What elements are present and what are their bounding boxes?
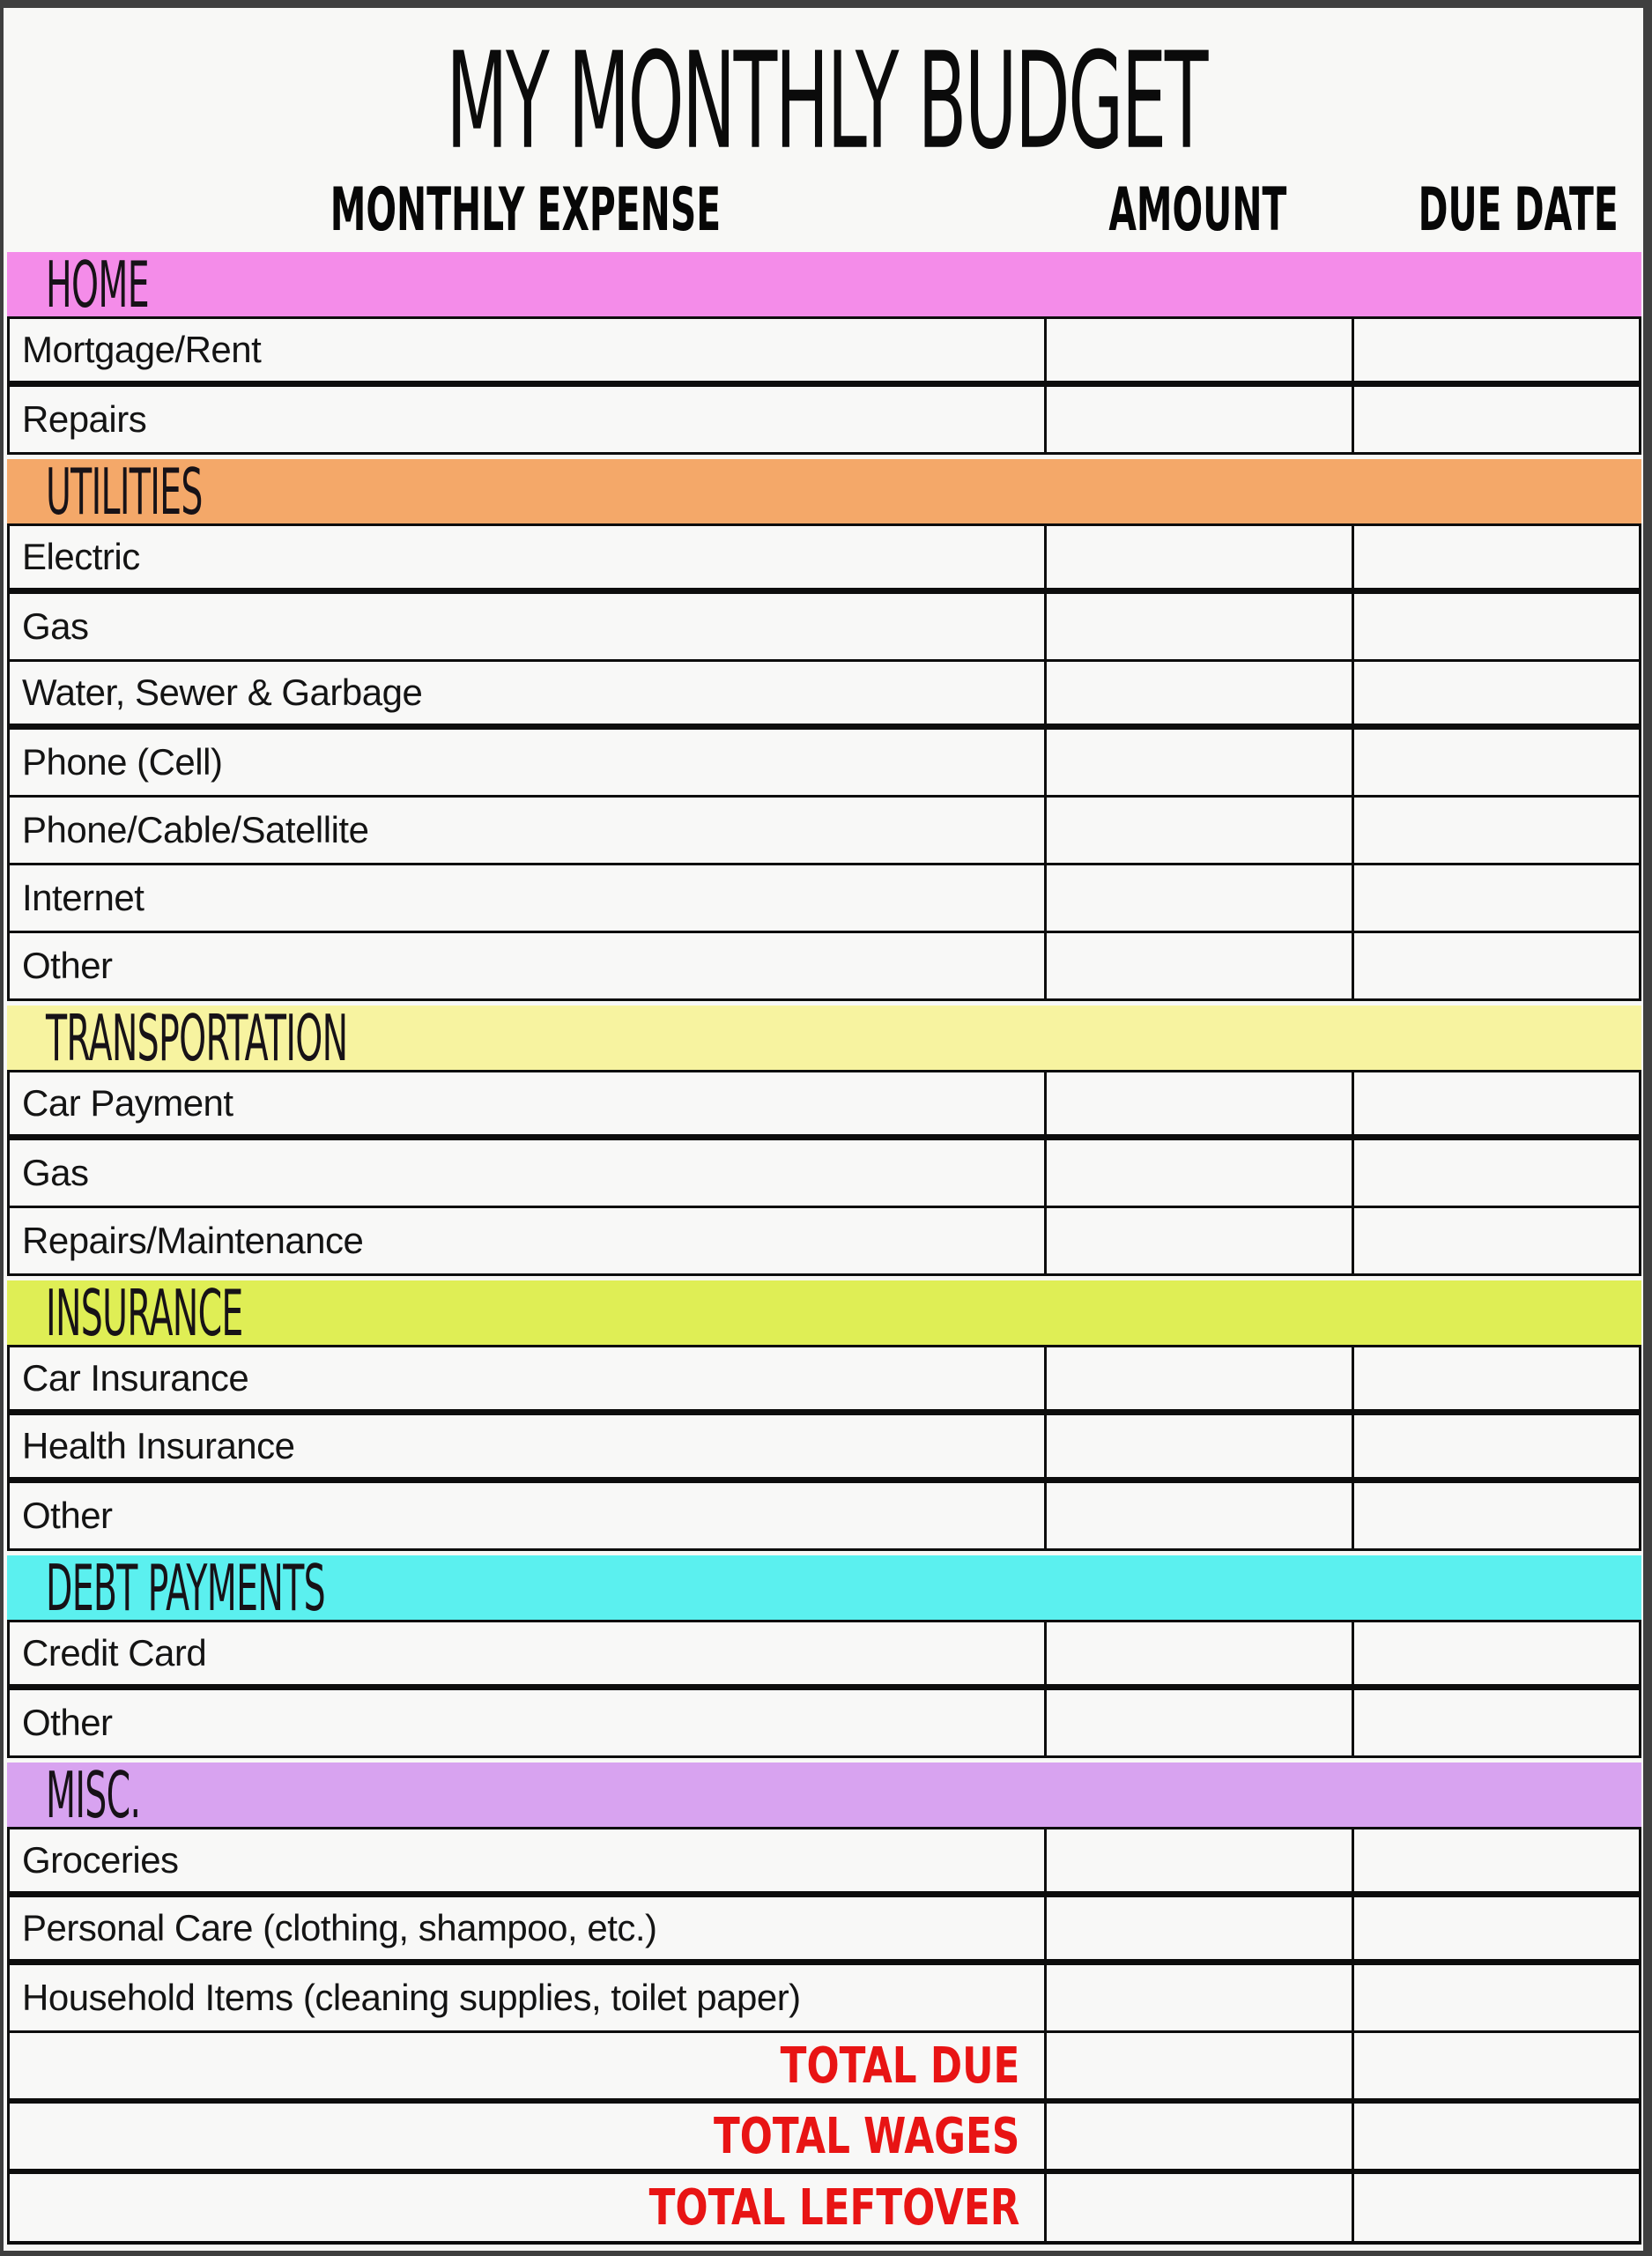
section-rows-misc <box>7 1827 1641 2033</box>
section-bar-transportation <box>7 1000 1641 1075</box>
amount-cell <box>1047 2033 1354 2098</box>
expense-label: Water, Sewer & Garbage <box>22 672 423 713</box>
budget-table <box>7 173 1641 2245</box>
amount-cell <box>1047 1208 1354 1273</box>
section-rows-debt-payments <box>7 1620 1641 1758</box>
section-label-home: HOME <box>46 247 149 322</box>
expense-label: Household Items (cleaning supplies, toilet paper) <box>22 1977 801 2018</box>
expense-label: Electric <box>22 536 140 577</box>
section-label-debt-payments: DEBT PAYMENTS <box>46 1550 325 1625</box>
expense-label: Gas <box>22 605 89 647</box>
expense-label: Repairs/Maintenance <box>22 1220 364 1261</box>
due-date-cell <box>1354 1415 1641 1477</box>
amount-cell <box>1047 1483 1354 1548</box>
scan-border-top <box>0 0 1652 8</box>
section-label-transportation: TRANSPORTATION <box>46 1000 348 1075</box>
expense-label-cell <box>10 1140 1047 1206</box>
expense-label-cell <box>10 865 1047 931</box>
amount-cell <box>1047 1622 1354 1684</box>
amount-cell <box>1047 319 1354 381</box>
total-row <box>7 2174 1641 2245</box>
total-label-cell <box>10 2104 1047 2169</box>
amount-cell <box>1047 1415 1354 1477</box>
amount-cell <box>1047 594 1354 659</box>
amount-cell <box>1047 1829 1354 1891</box>
due-date-cell <box>1354 2174 1641 2241</box>
expense-label-cell <box>10 1072 1047 1134</box>
amount-cell <box>1047 1140 1354 1206</box>
total-row <box>7 2104 1641 2174</box>
expense-label-cell <box>10 1690 1047 1755</box>
due-date-cell <box>1354 1829 1641 1891</box>
due-date-cell <box>1354 662 1641 724</box>
expense-row <box>7 933 1641 1001</box>
total-label: TOTAL LEFTOVER <box>648 2178 1019 2237</box>
due-date-cell <box>1354 1347 1641 1409</box>
expense-row <box>7 1072 1641 1140</box>
column-header-expense <box>7 175 1044 245</box>
expense-label-cell <box>10 1897 1047 1959</box>
total-label-cell <box>10 2174 1047 2241</box>
amount-cell <box>1047 2174 1354 2241</box>
expense-row <box>7 1965 1641 2033</box>
section-bar-insurance <box>7 1275 1641 1350</box>
due-date-cell <box>1354 1622 1641 1684</box>
expense-row <box>7 1829 1641 1897</box>
amount-cell <box>1047 1072 1354 1134</box>
column-header-expense-label: MONTHLY EXPENSE <box>330 175 722 245</box>
total-label: TOTAL WAGES <box>713 2107 1019 2165</box>
total-label: TOTAL DUE <box>780 2037 1019 2095</box>
expense-label-cell <box>10 798 1047 863</box>
scan-border-left <box>0 0 4 2256</box>
expense-row <box>7 594 1641 662</box>
expense-label-cell <box>10 526 1047 588</box>
amount-cell <box>1047 798 1354 863</box>
expense-row <box>7 526 1641 594</box>
amount-cell <box>1047 1690 1354 1755</box>
expense-label-cell <box>10 387 1047 452</box>
amount-cell <box>1047 387 1354 452</box>
due-date-cell <box>1354 1140 1641 1206</box>
due-date-cell <box>1354 594 1641 659</box>
column-header-due-date <box>1352 175 1639 245</box>
due-date-cell <box>1354 2104 1641 2169</box>
expense-label-cell <box>10 1415 1047 1477</box>
column-header-due-date-label: DUE DATE <box>1418 175 1619 245</box>
section-bar-home <box>7 247 1641 322</box>
amount-cell <box>1047 526 1354 588</box>
expense-row <box>7 1415 1641 1483</box>
expense-label-cell <box>10 1622 1047 1684</box>
due-date-cell <box>1354 865 1641 931</box>
expense-label-cell <box>10 1829 1047 1891</box>
due-date-cell <box>1354 1965 1641 2030</box>
expense-label: Health Insurance <box>22 1425 295 1466</box>
section-bar-utilities <box>7 454 1641 529</box>
section-label-utilities: UTILITIES <box>46 454 203 529</box>
section-bar-debt-payments <box>7 1550 1641 1625</box>
due-date-cell <box>1354 1483 1641 1548</box>
expense-label: Repairs <box>22 398 147 440</box>
section-bar-misc <box>7 1757 1641 1832</box>
amount-cell <box>1047 1965 1354 2030</box>
due-date-cell <box>1354 1072 1641 1134</box>
column-header-amount <box>1044 175 1352 245</box>
expense-label: Gas <box>22 1152 89 1193</box>
expense-row <box>7 730 1641 798</box>
expense-row <box>7 387 1641 455</box>
expense-label-cell <box>10 594 1047 659</box>
expense-label-cell <box>10 1208 1047 1273</box>
expense-row <box>7 1347 1641 1415</box>
due-date-cell <box>1354 1897 1641 1959</box>
amount-cell <box>1047 662 1354 724</box>
column-header-row <box>7 173 1641 248</box>
scan-border-right <box>1643 0 1652 2256</box>
amount-cell <box>1047 933 1354 998</box>
expense-row <box>7 1483 1641 1551</box>
section-rows-transportation <box>7 1070 1641 1276</box>
expense-row <box>7 319 1641 387</box>
expense-label: Phone (Cell) <box>22 741 223 783</box>
expense-label: Groceries <box>22 1839 179 1881</box>
amount-cell <box>1047 1897 1354 1959</box>
section-label-misc: MISC. <box>46 1757 141 1832</box>
due-date-cell <box>1354 730 1641 795</box>
expense-label-cell <box>10 319 1047 381</box>
expense-row <box>7 662 1641 730</box>
expense-label: Car Insurance <box>22 1357 249 1399</box>
expense-label: Other <box>22 1495 113 1536</box>
expense-label: Personal Care (clothing, shampoo, etc.) <box>22 1907 657 1948</box>
due-date-cell <box>1354 1208 1641 1273</box>
expense-row <box>7 1140 1641 1208</box>
expense-label-cell <box>10 1483 1047 1548</box>
expense-label-cell <box>10 933 1047 998</box>
expense-row <box>7 1690 1641 1758</box>
due-date-cell <box>1354 933 1641 998</box>
due-date-cell <box>1354 798 1641 863</box>
expense-label: Other <box>22 1702 113 1743</box>
expense-row <box>7 1622 1641 1690</box>
section-rows-utilities <box>7 523 1641 1001</box>
amount-cell <box>1047 2104 1354 2169</box>
page-title-wrap <box>0 24 1652 180</box>
page-title: MY MONTHLY BUDGET <box>446 24 1206 180</box>
due-date-cell <box>1354 387 1641 452</box>
total-row <box>7 2033 1641 2104</box>
expense-label-cell <box>10 730 1047 795</box>
amount-cell <box>1047 1347 1354 1409</box>
expense-label-cell <box>10 1965 1047 2030</box>
section-rows-insurance <box>7 1345 1641 1551</box>
budget-table-rows <box>7 247 1641 2245</box>
expense-label: Mortgage/Rent <box>22 329 262 370</box>
expense-label: Other <box>22 945 113 986</box>
expense-row <box>7 1208 1641 1276</box>
due-date-cell <box>1354 526 1641 588</box>
expense-row <box>7 1897 1641 1965</box>
expense-label: Phone/Cable/Satellite <box>22 809 369 850</box>
expense-row <box>7 865 1641 933</box>
due-date-cell <box>1354 1690 1641 1755</box>
section-rows-home <box>7 316 1641 455</box>
column-header-amount-label: AMOUNT <box>1108 175 1287 245</box>
due-date-cell <box>1354 319 1641 381</box>
expense-label-cell <box>10 1347 1047 1409</box>
total-label-cell <box>10 2033 1047 2098</box>
expense-label: Internet <box>22 877 144 918</box>
expense-label: Credit Card <box>22 1632 207 1673</box>
expense-label: Car Payment <box>22 1082 233 1124</box>
totals-rows <box>7 2033 1641 2245</box>
expense-row <box>7 798 1641 865</box>
due-date-cell <box>1354 2033 1641 2098</box>
section-label-insurance: INSURANCE <box>46 1275 243 1350</box>
expense-label-cell <box>10 662 1047 724</box>
amount-cell <box>1047 730 1354 795</box>
scan-border-bottom <box>0 2251 1652 2256</box>
amount-cell <box>1047 865 1354 931</box>
